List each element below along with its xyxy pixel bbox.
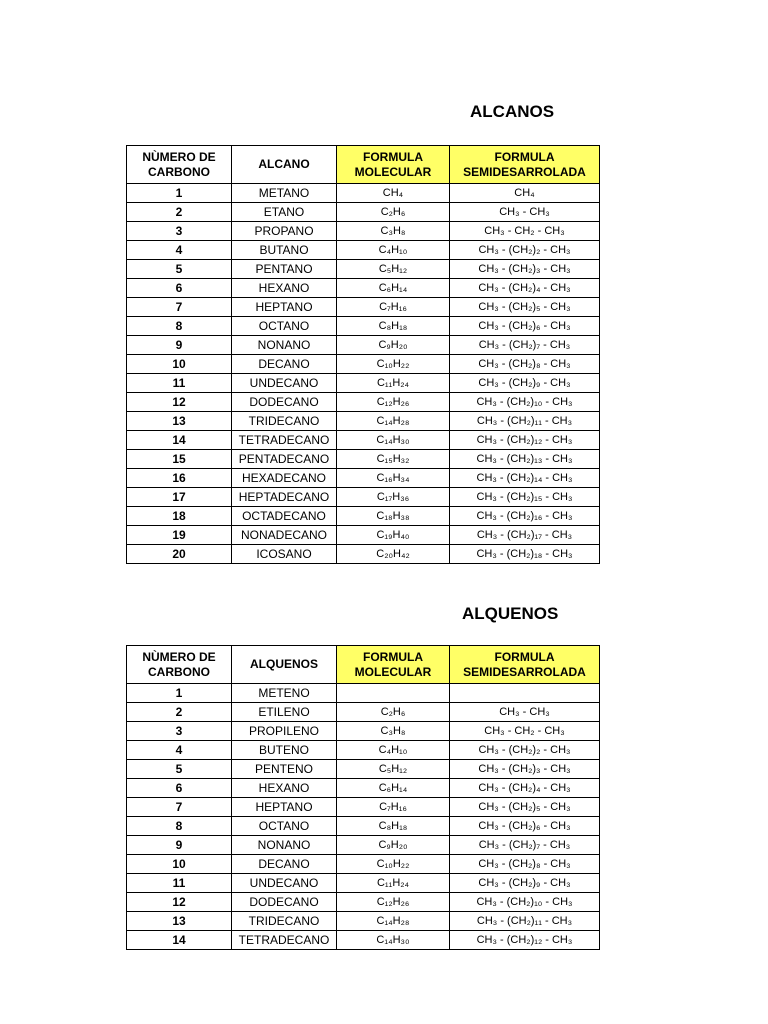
cell-compound-name: HEXANO (232, 779, 337, 798)
header-line: CARBONO (148, 164, 210, 179)
cell-carbon-number: 6 (127, 779, 232, 798)
cell-molecular-formula: C₄H₁₀ (337, 241, 450, 260)
cell-carbon-number: 3 (127, 722, 232, 741)
cell-molecular-formula: C₉H₂₀ (337, 336, 450, 355)
cell-semideveloped-formula: CH₃ - CH₃ (450, 203, 600, 222)
cell-carbon-number: 10 (127, 855, 232, 874)
cell-compound-name: TRIDECANO (232, 912, 337, 931)
cell-molecular-formula: C₂H₆ (337, 703, 450, 722)
cell-semideveloped-formula: CH₃ - (CH₂)₄ - CH₃ (450, 279, 600, 298)
cell-carbon-number: 15 (127, 450, 232, 469)
cell-compound-name: NONANO (232, 836, 337, 855)
cell-compound-name: HEXADECANO (232, 469, 337, 488)
table-row (127, 741, 600, 760)
cell-molecular-formula: C₆H₁₄ (337, 279, 450, 298)
table-row (127, 260, 600, 279)
cell-semideveloped-formula: CH₃ - (CH₂)₁₆ - CH₃ (450, 507, 600, 526)
cell-carbon-number: 12 (127, 393, 232, 412)
cell-semideveloped-formula: CH₃ - (CH₂)₁₀ - CH₃ (450, 393, 600, 412)
cell-compound-name: DODECANO (232, 893, 337, 912)
table-header-row (127, 646, 600, 684)
header-line: SEMIDESARROLADA (463, 664, 586, 679)
header-line: FORMULA (494, 149, 555, 164)
table-row (127, 798, 600, 817)
cell-semideveloped-formula: CH₃ - CH₂ - CH₃ (450, 722, 600, 741)
cell-carbon-number: 9 (127, 836, 232, 855)
cell-molecular-formula: C₇H₁₆ (337, 298, 450, 317)
cell-carbon-number: 7 (127, 798, 232, 817)
alcanos-table (126, 145, 600, 564)
cell-carbon-number: 4 (127, 241, 232, 260)
cell-molecular-formula: C₄H₁₀ (337, 741, 450, 760)
cell-semideveloped-formula: CH₃ - (CH₂)₁₀ - CH₃ (450, 893, 600, 912)
cell-compound-name: PENTENO (232, 760, 337, 779)
cell-compound-name: ICOSANO (232, 545, 337, 564)
header-formula-semidesarrolada (450, 146, 600, 184)
header-line: NÙMERO DE (142, 649, 216, 664)
cell-molecular-formula: C₁₆H₃₄ (337, 469, 450, 488)
cell-molecular-formula: C₇H₁₆ (337, 798, 450, 817)
cell-compound-name: PENTANO (232, 260, 337, 279)
cell-molecular-formula: C₁₂H₂₆ (337, 393, 450, 412)
alquenos-table-body (127, 684, 600, 950)
header-numero-carbono (127, 146, 232, 184)
cell-semideveloped-formula: CH₃ - (CH₂)₁₅ - CH₃ (450, 488, 600, 507)
cell-compound-name: UNDECANO (232, 374, 337, 393)
cell-carbon-number: 8 (127, 817, 232, 836)
table-row (127, 893, 600, 912)
cell-semideveloped-formula: CH₃ - (CH₂)₈ - CH₃ (450, 855, 600, 874)
cell-compound-name: NONANO (232, 336, 337, 355)
table-row (127, 779, 600, 798)
alcanos-table-body (127, 184, 600, 564)
cell-molecular-formula: C₁₁H₂₄ (337, 374, 450, 393)
cell-carbon-number: 5 (127, 260, 232, 279)
table-row (127, 393, 600, 412)
cell-semideveloped-formula: CH₃ - (CH₂)₁₁ - CH₃ (450, 412, 600, 431)
cell-semideveloped-formula: CH₃ - (CH₂)₁₂ - CH₃ (450, 931, 600, 950)
header-formula-semidesarrolada (450, 646, 600, 684)
cell-carbon-number: 1 (127, 184, 232, 203)
cell-molecular-formula: C₁₇H₃₆ (337, 488, 450, 507)
cell-carbon-number: 11 (127, 874, 232, 893)
table-row (127, 336, 600, 355)
cell-semideveloped-formula: CH₃ - (CH₂)₇ - CH₃ (450, 336, 600, 355)
table-row (127, 836, 600, 855)
table-row (127, 317, 600, 336)
cell-carbon-number: 13 (127, 412, 232, 431)
cell-carbon-number: 14 (127, 931, 232, 950)
cell-carbon-number: 20 (127, 545, 232, 564)
alquenos-table (126, 645, 600, 950)
table-row (127, 912, 600, 931)
cell-molecular-formula: C₁₂H₂₆ (337, 893, 450, 912)
cell-compound-name: OCTADECANO (232, 507, 337, 526)
cell-carbon-number: 19 (127, 526, 232, 545)
cell-semideveloped-formula: CH₃ - (CH₂)₅ - CH₃ (450, 798, 600, 817)
table-row (127, 203, 600, 222)
cell-semideveloped-formula: CH₃ - (CH₂)₆ - CH₃ (450, 817, 600, 836)
cell-molecular-formula: C₈H₁₈ (337, 817, 450, 836)
cell-compound-name: TETRADECANO (232, 931, 337, 950)
cell-semideveloped-formula: CH₃ - (CH₂)₃ - CH₃ (450, 260, 600, 279)
cell-carbon-number: 3 (127, 222, 232, 241)
cell-molecular-formula: C₁₈H₃₈ (337, 507, 450, 526)
table-row (127, 184, 600, 203)
cell-compound-name: HEXANO (232, 279, 337, 298)
table-row (127, 703, 600, 722)
cell-semideveloped-formula: CH₃ - (CH₂)₃ - CH₃ (450, 760, 600, 779)
table-header-row (127, 146, 600, 184)
cell-molecular-formula: C₆H₁₄ (337, 779, 450, 798)
table-row (127, 931, 600, 950)
cell-molecular-formula: C₁₀H₂₂ (337, 355, 450, 374)
cell-carbon-number: 16 (127, 469, 232, 488)
cell-compound-name: DODECANO (232, 393, 337, 412)
cell-compound-name: ETILENO (232, 703, 337, 722)
cell-carbon-number: 2 (127, 203, 232, 222)
cell-molecular-formula: C₁₄H₂₈ (337, 912, 450, 931)
cell-carbon-number: 14 (127, 431, 232, 450)
cell-carbon-number: 1 (127, 684, 232, 703)
table-row (127, 431, 600, 450)
table-row (127, 241, 600, 260)
cell-semideveloped-formula: CH₄ (450, 184, 600, 203)
table-row (127, 222, 600, 241)
cell-compound-name: DECANO (232, 355, 337, 374)
cell-molecular-formula: C₁₄H₂₈ (337, 412, 450, 431)
cell-semideveloped-formula: CH₃ - (CH₂)₁₃ - CH₃ (450, 450, 600, 469)
table-row (127, 545, 600, 564)
cell-compound-name: HEPTANO (232, 298, 337, 317)
cell-carbon-number: 5 (127, 760, 232, 779)
header-line: MOLECULAR (354, 164, 432, 179)
header-line: MOLECULAR (354, 664, 432, 679)
cell-molecular-formula: C₅H₁₂ (337, 260, 450, 279)
table-row (127, 488, 600, 507)
cell-molecular-formula: C₈H₁₈ (337, 317, 450, 336)
cell-semideveloped-formula: CH₃ - (CH₂)₁₂ - CH₃ (450, 431, 600, 450)
alcanos-title: ALCANOS (470, 102, 555, 121)
table-row (127, 412, 600, 431)
cell-molecular-formula: C₁₀H₂₂ (337, 855, 450, 874)
cell-compound-name: NONADECANO (232, 526, 337, 545)
cell-semideveloped-formula: CH₃ - CH₃ (450, 703, 600, 722)
header-alcano (232, 146, 337, 184)
header-formula-molecular (337, 146, 450, 184)
cell-molecular-formula (337, 684, 450, 703)
cell-semideveloped-formula: CH₃ - CH₂ - CH₃ (450, 222, 600, 241)
cell-carbon-number: 10 (127, 355, 232, 374)
cell-semideveloped-formula: CH₃ - (CH₂)₅ - CH₃ (450, 298, 600, 317)
table-row (127, 298, 600, 317)
cell-compound-name: OCTANO (232, 817, 337, 836)
cell-carbon-number: 7 (127, 298, 232, 317)
cell-compound-name: HEPTANO (232, 798, 337, 817)
cell-semideveloped-formula: CH₃ - (CH₂)₂ - CH₃ (450, 241, 600, 260)
cell-compound-name: PROPILENO (232, 722, 337, 741)
table-row (127, 760, 600, 779)
cell-molecular-formula: C₉H₂₀ (337, 836, 450, 855)
cell-semideveloped-formula: CH₃ - (CH₂)₁₇ - CH₃ (450, 526, 600, 545)
table-row (127, 507, 600, 526)
cell-compound-name: BUTANO (232, 241, 337, 260)
header-line: ALQUENOS (249, 657, 318, 671)
cell-compound-name: PROPANO (232, 222, 337, 241)
cell-carbon-number: 4 (127, 741, 232, 760)
table-row (127, 817, 600, 836)
cell-semideveloped-formula: CH₃ - (CH₂)₈ - CH₃ (450, 355, 600, 374)
header-line: NÙMERO DE (142, 149, 216, 164)
cell-compound-name: ETANO (232, 203, 337, 222)
cell-semideveloped-formula: CH₃ - (CH₂)₁₈ - CH₃ (450, 545, 600, 564)
cell-molecular-formula: C₂₀H₄₂ (337, 545, 450, 564)
cell-carbon-number: 18 (127, 507, 232, 526)
table-row (127, 722, 600, 741)
table-row (127, 874, 600, 893)
table-row (127, 450, 600, 469)
header-line: SEMIDESARROLADA (463, 164, 586, 179)
cell-compound-name: OCTANO (232, 317, 337, 336)
header-line: FORMULA (363, 649, 423, 664)
cell-compound-name: HEPTADECANO (232, 488, 337, 507)
cell-molecular-formula: C₃H₈ (337, 722, 450, 741)
cell-semideveloped-formula (450, 684, 600, 703)
cell-compound-name: METENO (232, 684, 337, 703)
cell-semideveloped-formula: CH₃ - (CH₂)₁₄ - CH₃ (450, 469, 600, 488)
cell-carbon-number: 11 (127, 374, 232, 393)
cell-semideveloped-formula: CH₃ - (CH₂)₄ - CH₃ (450, 779, 600, 798)
table-row (127, 684, 600, 703)
cell-molecular-formula: C₅H₁₂ (337, 760, 450, 779)
header-formula-molecular (337, 646, 450, 684)
cell-carbon-number: 8 (127, 317, 232, 336)
header-line: ALCANO (258, 157, 310, 171)
alquenos-title: ALQUENOS (462, 604, 559, 623)
header-numero-carbono (127, 646, 232, 684)
cell-semideveloped-formula: CH₃ - (CH₂)₇ - CH₃ (450, 836, 600, 855)
cell-molecular-formula: C₁₉H₄₀ (337, 526, 450, 545)
cell-compound-name: TETRADECANO (232, 431, 337, 450)
cell-carbon-number: 9 (127, 336, 232, 355)
cell-molecular-formula: C₁₁H₂₄ (337, 874, 450, 893)
header-alquenos (232, 646, 337, 684)
cell-carbon-number: 17 (127, 488, 232, 507)
cell-compound-name: METANO (232, 184, 337, 203)
table-row (127, 469, 600, 488)
header-line: CARBONO (148, 664, 210, 679)
table-row (127, 855, 600, 874)
cell-compound-name: PENTADECANO (232, 450, 337, 469)
cell-semideveloped-formula: CH₃ - (CH₂)₆ - CH₃ (450, 317, 600, 336)
cell-molecular-formula: C₁₄H₃₀ (337, 931, 450, 950)
table-row (127, 355, 600, 374)
header-line: FORMULA (494, 649, 555, 664)
cell-semideveloped-formula: CH₃ - (CH₂)₂ - CH₃ (450, 741, 600, 760)
cell-carbon-number: 12 (127, 893, 232, 912)
header-line: FORMULA (363, 149, 423, 164)
table-row (127, 374, 600, 393)
cell-semideveloped-formula: CH₃ - (CH₂)₁₁ - CH₃ (450, 912, 600, 931)
cell-carbon-number: 13 (127, 912, 232, 931)
cell-compound-name: TRIDECANO (232, 412, 337, 431)
cell-carbon-number: 2 (127, 703, 232, 722)
cell-compound-name: DECANO (232, 855, 337, 874)
cell-molecular-formula: C₁₅H₃₂ (337, 450, 450, 469)
cell-semideveloped-formula: CH₃ - (CH₂)₉ - CH₃ (450, 874, 600, 893)
cell-molecular-formula: C₂H₆ (337, 203, 450, 222)
cell-semideveloped-formula: CH₃ - (CH₂)₉ - CH₃ (450, 374, 600, 393)
cell-molecular-formula: CH₄ (337, 184, 450, 203)
cell-compound-name: UNDECANO (232, 874, 337, 893)
cell-carbon-number: 6 (127, 279, 232, 298)
table-row (127, 526, 600, 545)
table-row (127, 279, 600, 298)
cell-compound-name: BUTENO (232, 741, 337, 760)
cell-molecular-formula: C₁₄H₃₀ (337, 431, 450, 450)
cell-molecular-formula: C₃H₈ (337, 222, 450, 241)
